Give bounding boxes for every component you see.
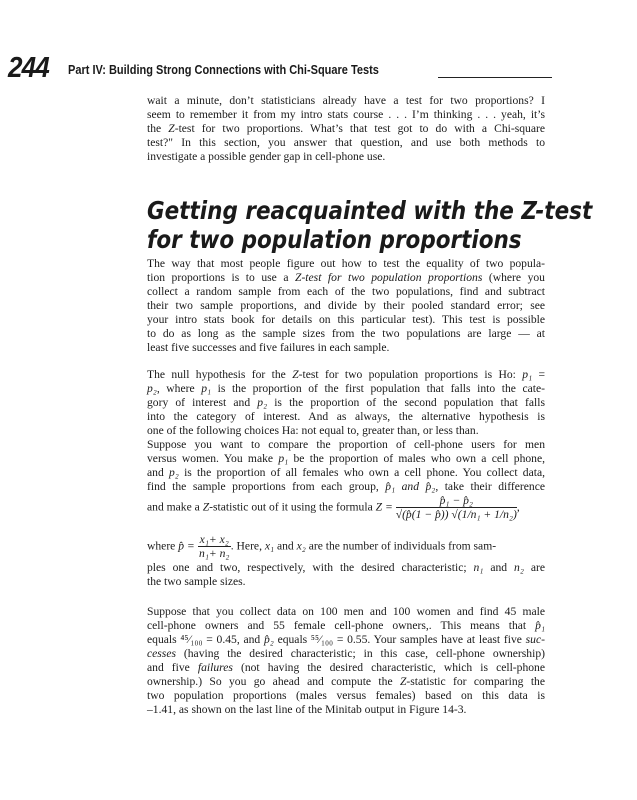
- italic-text: cesses: [147, 647, 176, 660]
- text-line: [147, 271, 545, 285]
- x2: x₂: [296, 539, 306, 553]
- text-run: investigate a possible gender gap in cell-phone use.: [147, 150, 386, 163]
- italic-text: n₁: [473, 561, 484, 574]
- text-run: gory of interest and: [147, 396, 258, 409]
- formula-lead-z: Z: [202, 500, 210, 514]
- italic-text: p₁: [278, 452, 289, 465]
- text-run: The way that most people figure out how to test the equality of two popula-: [147, 257, 545, 270]
- italic-text: p₂: [257, 396, 268, 409]
- paragraph: [147, 605, 545, 717]
- paragraph: [147, 561, 545, 589]
- text-line: [147, 619, 545, 633]
- text-line: [147, 438, 545, 452]
- section-heading-line: for two population proportions: [147, 225, 522, 254]
- text-line: [147, 150, 545, 164]
- italic-text: Z: [399, 675, 407, 688]
- text-line: [147, 605, 545, 619]
- text-run: your intro stats book for details on this particular test). This test is possible: [147, 313, 545, 326]
- text-run: and five: [147, 661, 198, 674]
- section-heading: [147, 196, 592, 254]
- phat-fraction: [198, 534, 231, 560]
- paragraph: [147, 368, 545, 438]
- text-run: find the sample proportions from each group,: [147, 480, 386, 493]
- text-run: =: [532, 368, 545, 381]
- text-run: Suppose that you collect data on 100 men and 100 women and find 45 male: [147, 605, 545, 618]
- text-line: [147, 313, 545, 327]
- text-run: equals ⁵⁵⁄₁₀₀ = 0.55. Your samples have at least five: [273, 633, 526, 646]
- text-run: one of the following choices Ha: not equal to, greater than, or less than.: [147, 424, 479, 437]
- text-run: be the proportion of males who own a cell phone,: [288, 452, 546, 465]
- text-line: [147, 108, 545, 122]
- text-run: wait a minute, don’t statisticians already have a test for two proportions? I: [147, 94, 545, 107]
- text-line: [147, 689, 545, 703]
- text-line: [147, 703, 545, 717]
- text-line: [147, 94, 545, 108]
- italic-text: Z-test for two population proportions: [295, 271, 483, 284]
- italic-text: n₂: [514, 561, 524, 574]
- paragraph: [147, 94, 545, 164]
- text-line: [147, 452, 545, 466]
- text-run: versus women. You make: [147, 452, 279, 465]
- text-line: [147, 285, 545, 299]
- text-run: least five successes and five failures in each sample.: [147, 341, 390, 354]
- text-run: ples one and two, respectively, with the desired characteristic;: [147, 561, 474, 574]
- formula-lead: and make a: [147, 500, 203, 514]
- text-line: [147, 410, 545, 424]
- x1: x₁: [264, 539, 275, 553]
- text-line: [147, 396, 545, 410]
- text-line: [147, 561, 545, 575]
- here-text: . Here,: [230, 539, 265, 553]
- italic-text: failures: [197, 661, 233, 674]
- italic-text: p₂: [169, 466, 179, 479]
- text-run: the two sample sizes.: [147, 575, 246, 588]
- text-run: is the proportion of the second population that falls: [267, 396, 545, 409]
- text-run: is the proportion of all females who own a cell phone. You collect data,: [178, 466, 545, 479]
- text-run: equals ⁴⁵⁄₁₀₀ = 0.45, and: [147, 633, 264, 646]
- text-line: [147, 647, 545, 661]
- text-run: to do as long as the sample sizes from the two populations are large — at: [147, 327, 545, 340]
- text-run: collect a random sample from each of the two populations, find and subtract: [147, 285, 545, 298]
- text-run: seem to remember it from my intro stats course . . . I’m thinking . . . yeah, it’s: [147, 108, 545, 121]
- running-title: Part IV: Building Strong Connections with Chi-Square Tests: [68, 63, 379, 77]
- italic-text: p₁: [201, 382, 212, 395]
- text-line: [147, 575, 545, 589]
- italic-text: p̂₁: [535, 619, 545, 632]
- paragraph: [147, 257, 545, 355]
- italic-text: p̂₂: [263, 633, 274, 646]
- italic-text: p₂: [147, 382, 157, 395]
- z-numerator: p̂₁ − p̂₂: [396, 495, 517, 508]
- text-run: -test for two population proportions is Ho:: [298, 368, 523, 381]
- text-run: ownership.) So you go ahead and compute the: [147, 675, 400, 688]
- text-run: is the proportion of the first population that falls into the cate-: [211, 382, 545, 395]
- text-run: their two sample proportions, and divide by their pooled standard error; see: [147, 299, 545, 312]
- text-run: two population proportions (males versus females) based on this data is: [147, 689, 545, 702]
- where-label: where: [147, 539, 179, 553]
- section-heading-line: Getting reacquainted with the Z-test: [147, 196, 593, 225]
- text-run: (having the desired characteristic; in this case, cell-phone ownership): [175, 647, 545, 660]
- italic-text: Z: [292, 368, 299, 381]
- text-line: [147, 136, 545, 150]
- text-line: [147, 633, 545, 647]
- z-fraction: [396, 495, 517, 521]
- text-line: [147, 257, 545, 271]
- text-run: and: [147, 466, 169, 479]
- text-line: [147, 480, 545, 494]
- italic-text: Z: [168, 122, 175, 135]
- text-run: the: [147, 122, 169, 135]
- phat-denominator: n₁+ n₂: [199, 547, 230, 560]
- text-run: are: [523, 561, 545, 574]
- here-rest: are the number of individuals from sam-: [305, 539, 497, 553]
- text-run: Suppose you want to compare the proportion of cell-phone users for men: [147, 438, 545, 451]
- italic-text: p̂₁ and p̂₂: [385, 480, 436, 493]
- text-run: into the category of interest. And as always, the alternative hypothesis is: [147, 410, 545, 423]
- italic-text: p₁: [522, 368, 533, 381]
- page-number: 244: [8, 52, 49, 84]
- text-run: –1.41, as shown on the last line of the Minitab output in Figure 14-3.: [147, 703, 467, 716]
- text-run: , take their difference: [435, 480, 546, 493]
- text-line: [147, 675, 545, 689]
- phat-formula-line: [147, 534, 496, 560]
- formula-lead-rest: -statistic out of it using the formula: [209, 500, 376, 514]
- text-run: (where you: [482, 271, 545, 284]
- phat-numerator: x₁+ x₂: [199, 533, 229, 546]
- text-run: test?" In this section, you answer that question, and use both methods to: [147, 136, 545, 149]
- text-run: and: [483, 561, 515, 574]
- text-line: [147, 661, 545, 675]
- text-run: tion proportions is to use a: [147, 271, 295, 284]
- text-run: The null hypothesis for the: [147, 368, 293, 381]
- text-run: (not having the desired characteristic, which is cell-phone: [232, 661, 545, 674]
- text-line: [147, 368, 545, 382]
- text-line: [147, 327, 545, 341]
- text-line: [147, 466, 545, 480]
- paragraph: [147, 438, 545, 494]
- text-run: -test for two proportions. What’s that test got to do with a Chi-square: [174, 122, 545, 135]
- text-line: [147, 341, 545, 355]
- z-formula-line: [147, 495, 520, 521]
- and-text: and: [274, 539, 297, 553]
- text-line: [147, 382, 545, 396]
- text-line: [147, 299, 545, 313]
- formula-trail: ,: [516, 500, 520, 514]
- text-run: , where: [156, 382, 202, 395]
- z-denominator: √(p̂(1 − p̂)) √(1/n₁ + 1/n₂): [395, 508, 517, 521]
- header-rule: [438, 77, 552, 78]
- italic-text: suc-: [525, 633, 545, 646]
- phat-equals: p̂ =: [178, 539, 195, 553]
- text-run: cell-phone owners and 55 female cell-phone owners,. This means that: [147, 619, 536, 632]
- text-line: [147, 424, 545, 438]
- z-equals: Z =: [375, 500, 393, 514]
- text-run: -statistic for comparing the: [406, 675, 545, 688]
- text-line: [147, 122, 545, 136]
